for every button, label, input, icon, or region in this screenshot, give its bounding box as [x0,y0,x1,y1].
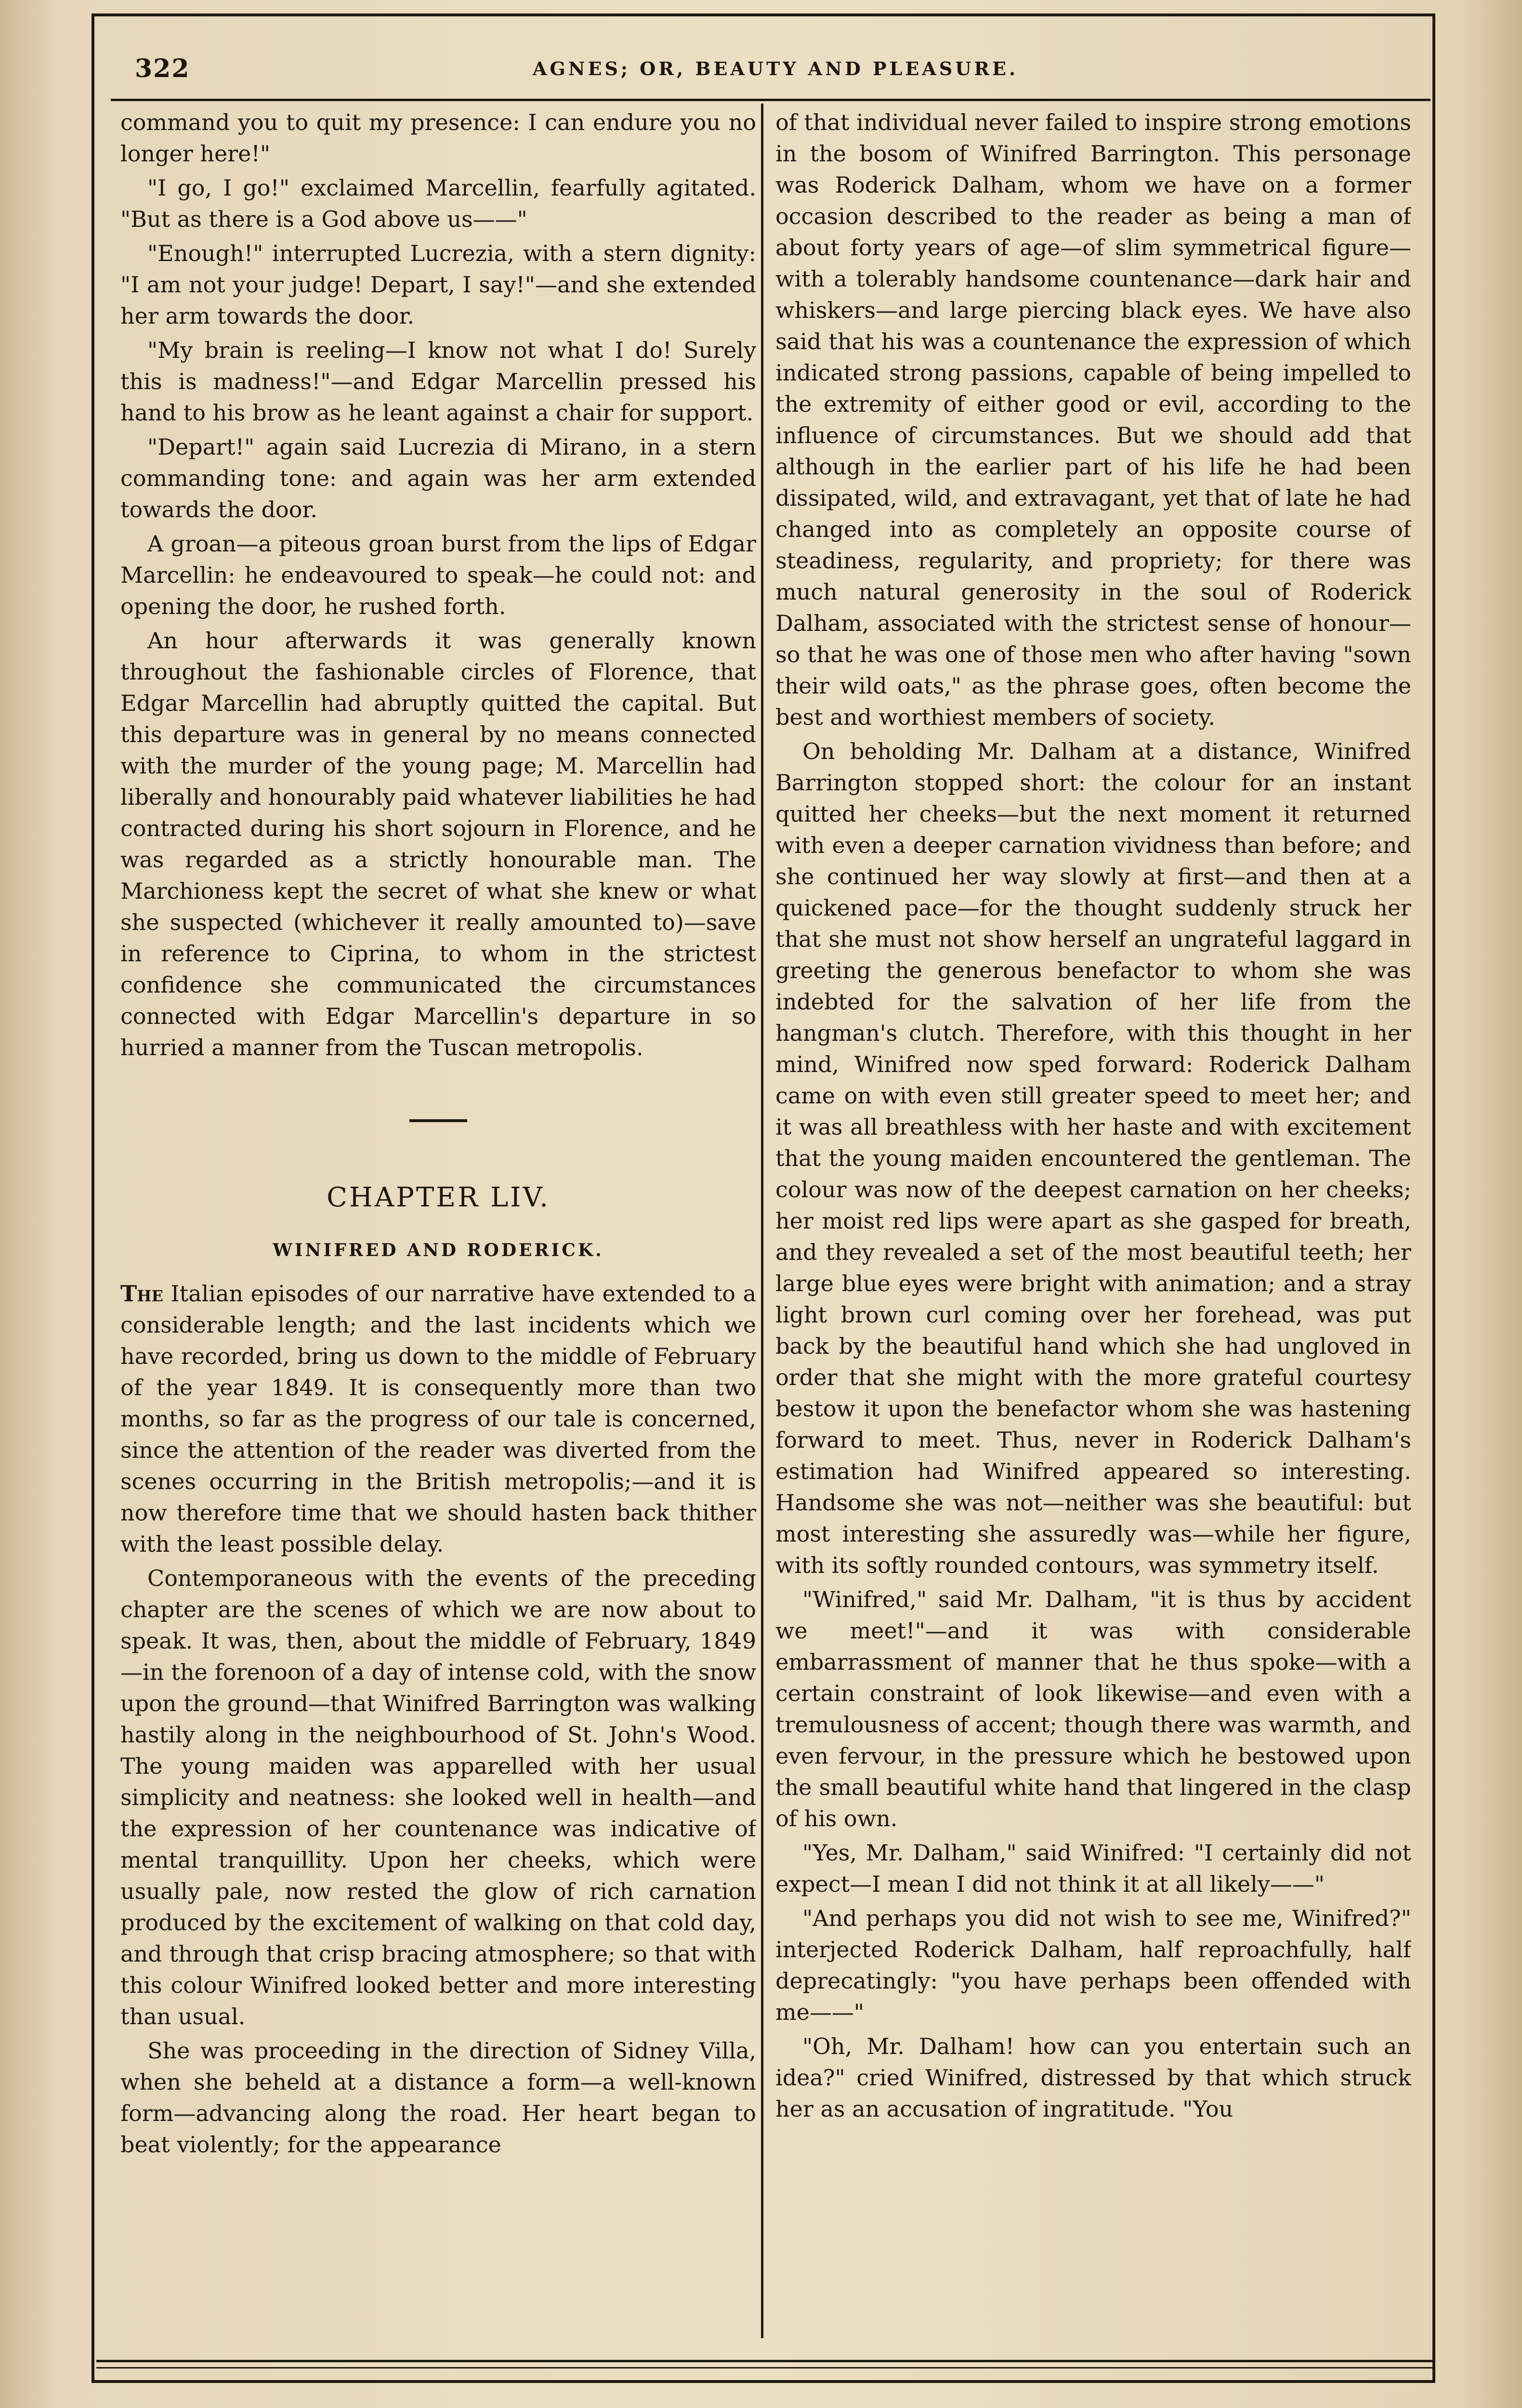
paragraph: "Oh, Mr. Dalham! how can you entertain such an idea?" cried Winifred, distressed by that which struck her as an accusation of ingratitude. "You [775,2033,1411,2122]
page-header [130,54,1421,92]
paragraph: "Winifred," said Mr. Dalham, "it is thus by accident we meet!"—and it was with considerable embarrassment of manner that he thus spoke—with a certain constraint of look likewise—and even with a tremulousness of accent; though there was warmth, and even fervour, in the pressure which he bestowed upon the small beautiful white hand that lingered in the clasp of his own. [775,1586,1411,1832]
chapter-heading [120,1066,756,1278]
paragraph: An hour afterwards it was generally known throughout the fashionable circles of Florence, that Edgar Marcellin had abruptly quitted the capital. But this departure was in general by no means connected with the murder of the young page; M. Marcellin had liberally and honourably paid whatever liabilities he had contracted during his short sojourn in Florence, and he was regarded as a strictly honourable man. The Marchioness kept the secret of what she knew or what she suspected (whichever it really amounted to)—save in reference to Ciprina, to whom in the strictest confidence she communicated the circumstances connected with Edgar Marcellin's departure in so hurried a manner from the Tuscan metropolis. [120,628,756,1060]
paragraph: "My brain is reeling—I know not what I do! Surely this is madness!"—and Edgar Marcellin pressed his hand to his brow as he leant against a chair for support. [120,337,756,426]
paragraph: "And perhaps you did not wish to see me, Winifred?" interjected Roderick Dalham, half reproachfully, half deprecatingly: "you have perhaps been offended with me——" [775,1905,1411,2025]
column-divider [761,104,763,2338]
paragraph: Contemporaneous with the events of the preceding chapter are the scenes of which we are now about to speak. It was, then, about the middle of February, 1849—in the forenoon of a day of intense cold, with the snow upon the ground—that Winifred Barrington was walking hastily along in the neighbourhood of St. John's Wood. The young maiden was apparelled with her usual simplicity and neatness: she looked well in health—and the expression of her countenance was indicative of mental tranquillity. Upon her cheeks, which were usually pale, now rested the glow of rich carnation produced by the excitement of walking on that cold day, and through that crisp bracing atmosphere; so that with this colour Winifred looked better and more interesting than usual. [120,1565,756,2029]
paragraph [120,1278,756,1560]
paragraph: She was proceeding in the direction of Sidney Villa, when she beheld at a distance a form—a well-known form—advancing along the road. Her heart began to beat violently; for the appearance [120,2038,756,2158]
bottom-rule [96,2360,1435,2369]
chapter-subtitle: WINIFRED AND RODERICK. [273,1240,604,1260]
paragraph-text: Italian episodes of our narrative have extended to a considerable length; and the last incidents which we have recorded, bring us down to the middle of February of the year 1849. It is consequently more than two months, so far as the progress of our tale is concerned, since the attention of the reader was diverted from the scenes occurring in the British metropolis;—and it is now therefore time that we should hasten back thither with the least possible delay. [120,1281,756,1557]
paragraph: "Enough!" interrupted Lucrezia, with a stern dignity: "I am not your judge! Depart, I say!"—and she extended her arm towards the door. [120,240,756,329]
chapter-title: CHAPTER LIV. [327,1182,550,1213]
running-title: AGNES; OR, BEAUTY AND PLEASURE. [532,58,1019,79]
paragraph: command you to quit my presence: I can endure you no longer here!" [120,109,756,167]
left-column [120,107,756,2303]
paragraph: of that individual never failed to inspire strong emotions in the bosom of Winifred Barrington. This personage was Roderick Dalham, whom we have on a former occasion described to the reader as being a man of about forty years of age—of slim symmetrical figure—with a tolerably handsome countenance—dark hair and whiskers—and large piercing black eyes. We have also said that his was a countenance the expression of which indicated strong passions, capable of being impelled to the extremity of either good or evil, according to the influence of circumstances. But we should add that although in the earlier part of his life he had been dissipated, wild, and extravagant, yet that of late he had changed into as completely an opposite course of steadiness, regularity, and propriety; for there was much natural generosity in the soul of Roderick Dalham, associated with the strictest sense of honour—so that he was one of those men who after having "sown their wild oats," as the phrase goes, often become the best and worthiest members of society. [775,109,1411,730]
paragraph: On beholding Mr. Dalham at a distance, Winifred Barrington stopped short: the colour for an instant quitted her cheeks—but the next moment it returned with even a deeper carnation vividness than before; and she continued her way slowly at first—and then at a quickened pace—for the thought suddenly struck her that she must not show herself an ungrateful laggard in greeting the generous benefactor to whom she was indebted for the salvation of her life from the hangman's clutch. Therefore, with this thought in her mind, Winifred now sped forward: Roderick Dalham came on with even still greater speed to meet her; and it was all breathless with her haste and with excitement that the young maiden encountered the gentleman. The colour was now of the deepest carnation on her cheeks; her moist red lips were apart as she gasped for breath, and they revealed a set of the most beautiful teeth; her large blue eyes were bright with animation; and a stray light brown curl coming over her forehead, was put back by the beautiful hand which she had ungloved in order that she might with the more grateful courtesy bestow it upon the benefactor whom she was hastening forward to meet. Thus, never in Roderick Dalham's estimation had Winifred appeared so interesting. Handsome she was not—neither was she beautiful: but most interesting she assuredly was—while her figure, with its softly rounded contours, was symmetry itself. [775,738,1411,1578]
paragraph: "Yes, Mr. Dalham," said Winifred: "I certainly did not expect—I mean I did not think it at all likely——" [775,1840,1411,1897]
header-rule [111,99,1430,101]
paragraph: "I go, I go!" exclaimed Marcellin, fearfully agitated. "But as there is a God above us——" [120,175,756,232]
paragraph: A groan—a piteous groan burst from the lips of Edgar Marcellin: he endeavoured to speak—he could not: and opening the door, he rushed forth. [120,531,756,619]
right-column [775,107,1411,2303]
lead-word: The [120,1281,163,1307]
paragraph: "Depart!" again said Lucrezia di Mirano, in a stern commanding tone: and again was her arm extended towards the door. [120,434,756,523]
section-rule [409,1119,467,1122]
page-number: 322 [135,54,190,83]
